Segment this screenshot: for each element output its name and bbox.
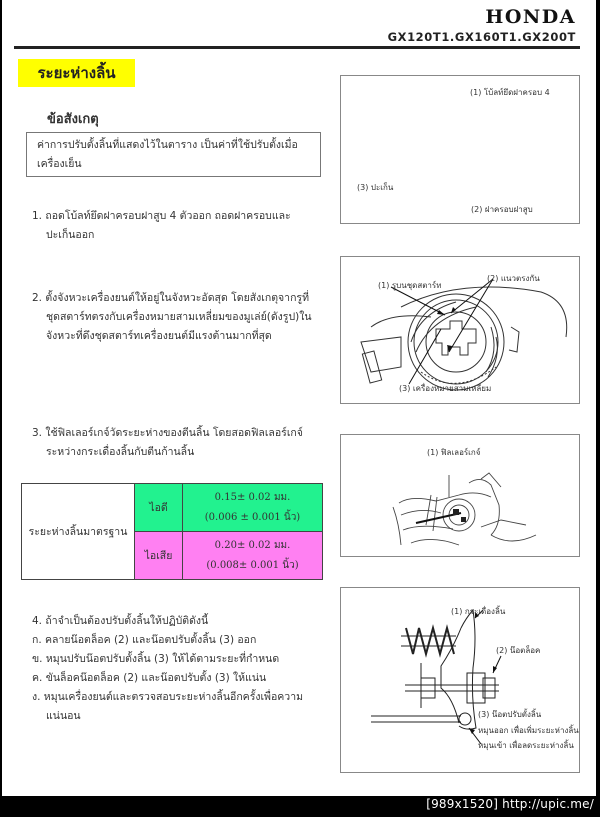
figure-caption: (2) ฝาครอบฝาสูบ [471, 205, 533, 214]
figure-caption: หมุนออก เพื่อเพิ่มระยะห่างลิ้น [478, 726, 579, 735]
exhaust-label: ไอเสีย [135, 532, 183, 580]
figure-caption: หมุนเข้า เพื่อลดระยะห่างลิ้น [478, 741, 574, 750]
exhaust-mm: 0.20± 0.02 มม. [214, 539, 291, 551]
manual-page [2, 0, 596, 796]
section-title: ระยะห่างลิ้น [37, 64, 116, 82]
figure-caption: (3) น๊อตปรับตั้งลิ้น [478, 710, 542, 719]
step-line: แน่นอน [46, 710, 81, 722]
step-line: จังหวะที่ดึงชุดสตาร์ทเครื่องยนต์มีแรงต้านมากที่สุด [46, 330, 272, 342]
exhaust-value [183, 532, 323, 580]
note-line: เครื่องเย็น [37, 158, 82, 170]
step-line: 3. ใช้ฟิลเลอร์เกจ์วัดระยะห่างของตีนลิ้น โดยสอดฟิลเลอร์เกจ์ [32, 427, 303, 439]
intake-mm: 0.15± 0.02 มม. [214, 491, 291, 503]
model-list: GX120T1.GX160T1.GX200T [387, 30, 576, 44]
figure-caption: (2) น๊อตล็อค [496, 646, 541, 655]
note-line: ค่าการปรับตั้งลิ้นที่แสดงไว้ในตาราง เป็นค่าที่ใช้ปรับตั้งเมื่อ [37, 139, 298, 151]
figure-feeler-gauge [340, 434, 580, 557]
step-3 [32, 424, 303, 462]
step-line: 1. ถอดโบ้ลท์ยึดฝาครอบฝาสูบ 4 ตัวออก ถอดฝาครอบและ [32, 210, 291, 222]
exhaust-inch: (0.008± 0.001 นิ้ว) [206, 559, 299, 571]
step-2 [32, 289, 312, 346]
note-box [26, 132, 321, 177]
note-heading: ข้อสังเกตุ [47, 112, 99, 127]
step-line: ชุดสตาร์ทตรงกับเครื่องหมายสามเหลี่ยมของมูเล่ย์(ดังรูป)ใน [46, 311, 312, 323]
intake-label: ไอดี [135, 484, 183, 532]
figure-starter-pulley [340, 256, 580, 404]
step-line: 4. ถ้าจำเป็นต้องปรับตั้งลิ้นให้ปฏิบัติดังนี้ [32, 615, 209, 627]
header-rule [14, 46, 580, 49]
figure-caption: (1) รูบนชุดสตาร์ท [378, 281, 442, 290]
step-line: ปะเก็นออก [46, 229, 95, 241]
table-label: ระยะห่างลิ้นมาตรฐาน [22, 484, 135, 580]
figure-caption: (1) ฟิลเลอร์เกจ์ [427, 448, 481, 457]
step-line: 2. ตั้งจังหวะเครื่องยนต์ให้อยู่ในจังหวะอัดสุด โดยสังเกตุจากรูที่ [32, 292, 309, 304]
figure-head-cover [340, 75, 580, 224]
figure-caption: (2) แนวตรงกัน [487, 274, 540, 283]
table-row [22, 484, 323, 532]
section-title-box [18, 59, 135, 87]
step-4 [32, 612, 303, 726]
feeler-gauge-drawing [341, 435, 580, 557]
valve-clearance-table [21, 483, 323, 580]
intake-inch: (0.006 ± 0.001 นิ้ว) [204, 511, 301, 523]
figure-caption: (1) กระเดื่องลิ้น [451, 607, 506, 616]
step-line: ระหว่างกระเดื่องลิ้นกับตีนก้านลิ้น [46, 446, 195, 458]
intake-value [183, 484, 323, 532]
step-line: ง. หมุนเครื่องยนต์และตรวจสอบระยะห่างลิ้นอีกครั้งเพื่อความ [32, 691, 304, 703]
step-line: ค. ขันล็อคน๊อตล็อค (2) และน๊อตปรับตั้ง (3) ให้แน่น [32, 672, 267, 684]
figure-caption: (3) เครื่องหมายสามเหลี่ยม [399, 384, 492, 393]
figure-caption: (3) ปะเก็น [357, 183, 394, 192]
watermark: [989x1520] http://upic.me/ [426, 797, 594, 811]
step-line: ก. คลายน๊อตล็อค (2) และน๊อตปรับตั้งลิ้น (3) ออก [32, 634, 257, 646]
figure-caption: (1) โบ้ลท์ยึดฝาครอบ 4 [470, 88, 550, 97]
step-1 [32, 207, 291, 245]
step-line: ข. หมุนปรับน๊อตปรับตั้งลิ้น (3) ให้ได้ตามระยะที่กำหนด [32, 653, 280, 665]
figure-rocker-arm [340, 587, 580, 773]
brand-logo: HONDA [485, 6, 576, 28]
